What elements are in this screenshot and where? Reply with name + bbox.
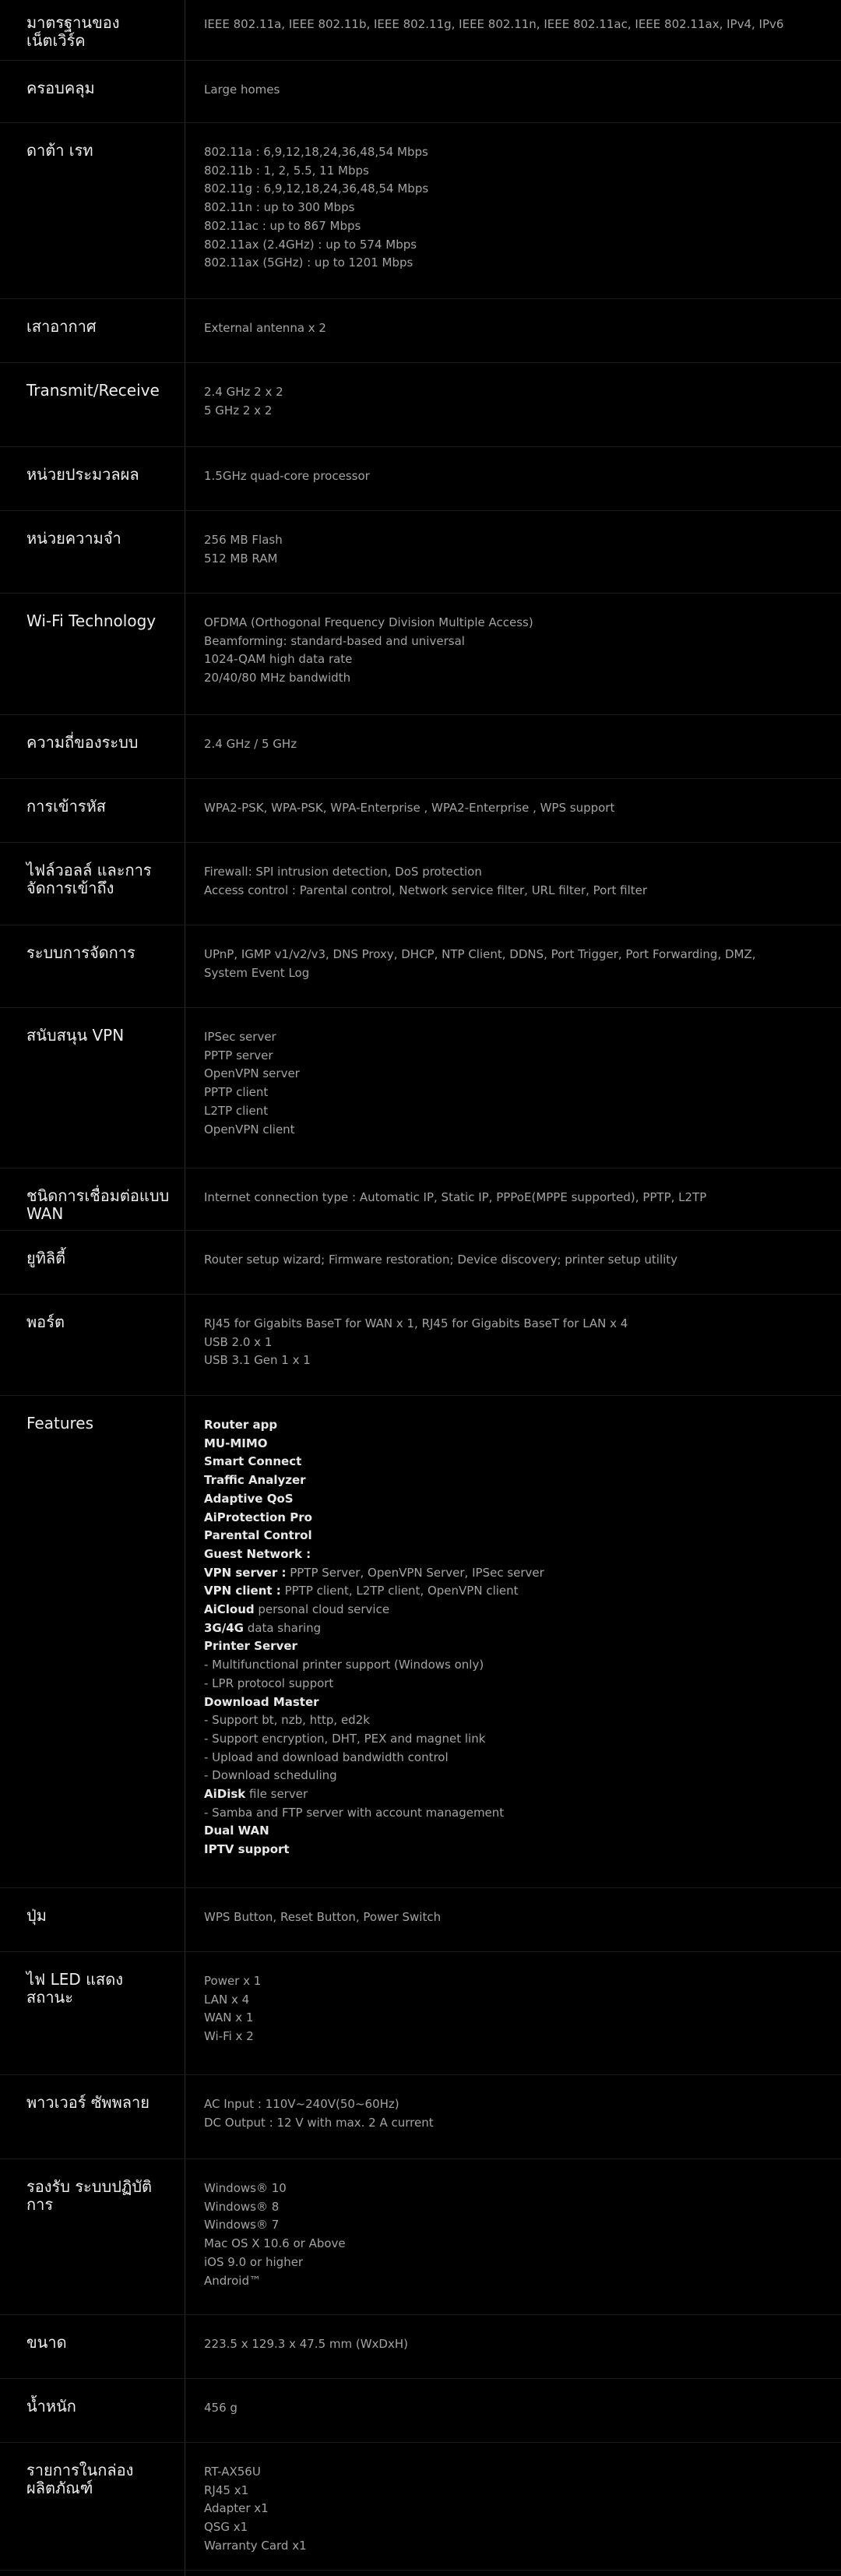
- spec-value-text: - Download scheduling: [204, 1768, 337, 1783]
- spec-value: [204, 1189, 819, 1207]
- spec-value-line: [204, 863, 819, 882]
- spec-value-line: [204, 1047, 819, 1066]
- spec-value-line: [204, 254, 819, 273]
- spec-value: [204, 1251, 819, 1270]
- spec-value-text: Windows® 8: [204, 2199, 280, 2214]
- spec-row: [0, 318, 841, 363]
- spec-value-text: 802.11a : 6,9,12,18,24,36,48,54 Mbps: [204, 145, 428, 159]
- spec-row: [0, 862, 841, 925]
- spec-row: [0, 1187, 841, 1231]
- spec-value-line: [204, 1972, 819, 1991]
- spec-label: ไฟล์วอลล์ และการจัดการเข้าถึง: [26, 861, 152, 897]
- spec-row: [0, 1907, 841, 1952]
- spec-value-line: [204, 1189, 819, 1207]
- spec-value-line: [204, 1509, 819, 1528]
- feature-name: Dual WAN: [204, 1824, 269, 1838]
- spec-value-line: [204, 217, 819, 236]
- spec-value-line: [204, 1028, 819, 1047]
- spec-label: ชนิดการเชื่อมต่อแบบ WAN: [26, 1186, 170, 1223]
- spec-value-text: 802.11n : up to 300 Mbps: [204, 200, 355, 215]
- spec-label: เสาอากาศ: [26, 317, 97, 336]
- spec-value-text: RJ45 x1: [204, 2483, 249, 2497]
- feature-name: VPN server :: [204, 1565, 287, 1580]
- spec-value-line: [204, 1601, 819, 1619]
- spec-row: [0, 1971, 841, 2075]
- spec-value: [204, 799, 819, 818]
- feature-name: Smart Connect: [204, 1454, 302, 1469]
- spec-value-line: [204, 2537, 819, 2556]
- feature-name: VPN client :: [204, 1584, 281, 1598]
- spec-label: ครอบคลุม: [26, 79, 95, 97]
- spec-value-line: [204, 946, 819, 964]
- feature-name: Adaptive QoS: [204, 1491, 294, 1506]
- spec-value-text: System Event Log: [204, 965, 310, 980]
- spec-value-text: - Samba and FTP server with account management: [204, 1805, 505, 1820]
- spec-value-text: OpenVPN server: [204, 1066, 300, 1081]
- spec-value-line: [204, 1693, 819, 1712]
- spec-value: [204, 1972, 819, 2046]
- spec-value-text: 5 GHz 2 x 2: [204, 403, 273, 418]
- spec-value-text: Large homes: [204, 83, 280, 97]
- spec-value-line: [204, 1334, 819, 1352]
- spec-value-text: 1.5GHz quad-core processor: [204, 469, 370, 483]
- spec-value-line: [204, 1804, 819, 1823]
- spec-value-line: [204, 467, 819, 486]
- spec-value: [204, 1908, 819, 1927]
- spec-value: [204, 319, 819, 338]
- spec-row: [0, 1313, 841, 1396]
- spec-value-text: Windows® 7: [204, 2218, 280, 2232]
- spec-value-line: [204, 964, 819, 983]
- spec-value-text: RT-AX56U: [204, 2465, 261, 2479]
- spec-value: [204, 383, 819, 420]
- spec-value-line: [204, 162, 819, 181]
- spec-value-text: Internet connection type : Automatic IP, Static IP, PPPoE(MPPE supported), PPTP, L2TP: [204, 1190, 707, 1204]
- spec-value-text: Router setup wizard; Firmware restoration; Device discovery; printer setup utility: [204, 1253, 678, 1267]
- spec-value-line: [204, 1065, 819, 1084]
- spec-row: [0, 2398, 841, 2443]
- spec-value-line: [204, 1121, 819, 1140]
- spec-value-text: file server: [245, 1787, 308, 1802]
- spec-label: Features: [26, 1414, 93, 1432]
- spec-value-text: LAN x 4: [204, 1992, 250, 2007]
- spec-label: พาวเวอร์ ซัพพลาย: [26, 2093, 150, 2112]
- spec-value-text: UPnP, IGMP v1/v2/v3, DNS Proxy, DHCP, NTP Client, DDNS, Port Trigger, Port Forwarding, DMZ,: [204, 947, 756, 961]
- spec-value-text: 223.5 x 129.3 x 47.5 mm (WxDxH): [204, 2337, 408, 2351]
- feature-name: 3G/4G: [204, 1620, 244, 1635]
- spec-value-line: [204, 2180, 819, 2198]
- spec-value-line: [204, 16, 819, 34]
- spec-value-text: - Support encryption, DHT, PEX and magnet link: [204, 1731, 486, 1746]
- spec-value: [204, 531, 819, 568]
- spec-value-line: [204, 1675, 819, 1693]
- spec-value-line: [204, 650, 819, 669]
- spec-value-line: [204, 1471, 819, 1490]
- spec-value-text: Access control : Parental control, Network service filter, URL filter, Port filter: [204, 883, 648, 897]
- spec-label: หน่วยประมวลผล: [26, 465, 139, 484]
- spec-value-line: [204, 550, 819, 569]
- spec-value-text: OFDMA (Orthogonal Frequency Division Multiple Access): [204, 615, 533, 629]
- spec-row: [0, 466, 841, 511]
- spec-value-line: [204, 2198, 819, 2217]
- feature-name: AiProtection Pro: [204, 1510, 312, 1524]
- spec-value: [204, 1416, 819, 1859]
- spec-value-line: [204, 2463, 819, 2482]
- spec-value-text: 456 g: [204, 2401, 238, 2415]
- spec-value-line: [204, 1749, 819, 1767]
- spec-value-line: [204, 383, 819, 402]
- spec-value-text: iOS 9.0 or higher: [204, 2254, 304, 2269]
- spec-value: [204, 16, 819, 34]
- spec-value-line: [204, 882, 819, 900]
- spec-value-line: [204, 2009, 819, 2028]
- spec-label: มาตรฐานของเน็ตเวิร์ค: [26, 13, 120, 50]
- spec-value-text: Beamforming: standard-based and universal: [204, 633, 465, 648]
- spec-value-line: [204, 1908, 819, 1927]
- spec-value: [204, 946, 819, 982]
- spec-label: ดาต้า เรท: [26, 141, 93, 160]
- spec-label: สนับสนุน VPN: [26, 1026, 125, 1045]
- spec-value-text: Android™: [204, 2273, 261, 2288]
- spec-row: [0, 142, 841, 299]
- spec-value-line: [204, 1656, 819, 1675]
- spec-value-line: [204, 2500, 819, 2518]
- spec-label: ไฟ LED แสดงสถานะ: [26, 1970, 123, 2007]
- spec-value-line: [204, 1453, 819, 1471]
- spec-value: [204, 2463, 819, 2556]
- spec-value-line: [204, 1619, 819, 1638]
- spec-value-text: USB 2.0 x 1: [204, 1334, 273, 1349]
- spec-label: ความถี่ของระบบ: [26, 733, 139, 752]
- feature-name: Parental Control: [204, 1528, 312, 1543]
- spec-row: [0, 734, 841, 779]
- spec-row: [0, 382, 841, 447]
- spec-row: [0, 798, 841, 843]
- spec-value-line: [204, 2095, 819, 2114]
- spec-value-line: [204, 1102, 819, 1121]
- spec-value-line: [204, 199, 819, 217]
- feature-name: Printer Server: [204, 1639, 297, 1654]
- spec-value-line: [204, 1315, 819, 1334]
- spec-value-text: Windows® 10: [204, 2181, 287, 2195]
- spec-label: การเข้ารหัส: [26, 797, 106, 816]
- spec-value-text: personal cloud service: [254, 1602, 390, 1617]
- spec-value: [204, 81, 819, 100]
- spec-value-text: PPTP Server, OpenVPN Server, IPSec server: [286, 1565, 544, 1580]
- spec-value-line: [204, 1564, 819, 1583]
- spec-value-line: [204, 1435, 819, 1454]
- feature-name: Download Master: [204, 1694, 319, 1709]
- spec-value-line: [204, 2216, 819, 2235]
- spec-value-text: - Support bt, nzb, http, ed2k: [204, 1713, 370, 1728]
- spec-value-text: Firewall: SPI intrusion detection, DoS protection: [204, 865, 482, 879]
- spec-value-line: [204, 1582, 819, 1601]
- spec-row: [0, 14, 841, 61]
- feature-name: MU-MIMO: [204, 1436, 268, 1450]
- spec-value-line: [204, 143, 819, 162]
- spec-value-text: 802.11b : 1, 2, 5.5, 11 Mbps: [204, 163, 369, 178]
- spec-row: [0, 1249, 841, 1295]
- spec-value-line: [204, 799, 819, 818]
- spec-value: [204, 1028, 819, 1139]
- spec-label: Transmit/Receive: [26, 381, 160, 400]
- spec-value-line: [204, 2518, 819, 2537]
- spec-value-line: [204, 1490, 819, 1509]
- spec-value-line: [204, 2028, 819, 2046]
- spec-label: ยูทิลิตี้: [26, 1249, 66, 1267]
- spec-value-line: [204, 669, 819, 688]
- spec-value-line: [204, 2114, 819, 2133]
- spec-value-text: PPTP client: [204, 1085, 269, 1100]
- feature-name: Guest Network :: [204, 1546, 311, 1561]
- spec-value: [204, 614, 819, 688]
- spec-row: [0, 530, 841, 594]
- spec-label: ระบบการจัดการ: [26, 943, 135, 962]
- feature-name: Traffic Analyzer: [204, 1473, 306, 1488]
- spec-value: [204, 2335, 819, 2354]
- spec-value-text: Warranty Card x1: [204, 2538, 307, 2553]
- spec-value-text: 20/40/80 MHz bandwidth: [204, 671, 351, 685]
- spec-value-line: [204, 2482, 819, 2500]
- spec-row: [0, 2461, 841, 2571]
- spec-value: [204, 467, 819, 486]
- spec-value-text: IPSec server: [204, 1030, 276, 1044]
- spec-value-text: 512 MB RAM: [204, 551, 278, 566]
- spec-row: [0, 2334, 841, 2379]
- spec-value-line: [204, 1545, 819, 1564]
- spec-value-text: IEEE 802.11a, IEEE 802.11b, IEEE 802.11g, IEEE 802.11n, IEEE 802.11ac, IEEE 802.11ax, IPv4, IPv6: [204, 17, 784, 31]
- spec-value-line: [204, 1251, 819, 1270]
- spec-value-line: [204, 1767, 819, 1785]
- spec-value: [204, 863, 819, 900]
- spec-value-line: [204, 1841, 819, 1859]
- spec-value-text: - Multifunctional printer support (Windows only): [204, 1658, 484, 1672]
- spec-row: [0, 79, 841, 123]
- spec-value: [204, 2180, 819, 2290]
- spec-row: [0, 2094, 841, 2159]
- spec-value-line: [204, 1416, 819, 1435]
- spec-value-line: [204, 1637, 819, 1656]
- spec-label: ปุ่ม: [26, 1906, 47, 1925]
- spec-value-line: [204, 1351, 819, 1370]
- spec-value-text: 2.4 GHz 2 x 2: [204, 385, 283, 399]
- feature-name: AiCloud: [204, 1602, 255, 1617]
- spec-value-line: [204, 1711, 819, 1730]
- spec-value-line: [204, 319, 819, 338]
- spec-value-text: L2TP client: [204, 1103, 269, 1118]
- spec-value-text: data sharing: [243, 1620, 322, 1635]
- spec-value-line: [204, 402, 819, 421]
- spec-value-text: External antenna x 2: [204, 321, 326, 335]
- spec-value-text: PPTP server: [204, 1048, 273, 1062]
- spec-label: Wi-Fi Technology: [26, 611, 157, 630]
- spec-value-text: USB 3.1 Gen 1 x 1: [204, 1353, 311, 1368]
- spec-value-text: 1024-QAM high data rate: [204, 652, 353, 667]
- spec-value-text: 256 MB Flash: [204, 533, 283, 547]
- spec-value: [204, 143, 819, 273]
- feature-name: IPTV support: [204, 1842, 290, 1857]
- spec-value-line: [204, 1785, 819, 1804]
- spec-value-line: [204, 2254, 819, 2272]
- spec-value-text: RJ45 for Gigabits BaseT for WAN x 1, RJ45 for Gigabits BaseT for LAN x 4: [204, 1316, 628, 1330]
- spec-value-text: 802.11g : 6,9,12,18,24,36,48,54 Mbps: [204, 181, 429, 196]
- spec-value-line: [204, 81, 819, 100]
- spec-value-text: Wi-Fi x 2: [204, 2029, 254, 2044]
- spec-row: [0, 1415, 841, 1888]
- spec-value-text: DC Output : 12 V with max. 2 A current: [204, 2115, 434, 2130]
- spec-value-line: [204, 735, 819, 754]
- spec-label: รองรับ ระบบปฏิบัติการ: [26, 2177, 152, 2214]
- spec-value-text: WAN x 1: [204, 2010, 254, 2025]
- spec-value-line: [204, 1527, 819, 1545]
- spec-value-text: QSG x1: [204, 2520, 248, 2535]
- spec-value-line: [204, 2335, 819, 2354]
- spec-value-text: WPA2-PSK, WPA-PSK, WPA-Enterprise , WPA2-Enterprise , WPS support: [204, 801, 615, 815]
- spec-label: พอร์ต: [26, 1313, 65, 1331]
- spec-row: [0, 1027, 841, 1168]
- spec-value-line: [204, 2272, 819, 2291]
- spec-value: [204, 2095, 819, 2132]
- spec-row: [0, 612, 841, 715]
- spec-value-text: 2.4 GHz / 5 GHz: [204, 737, 297, 751]
- spec-label: รายการในกล่องผลิตภัณฑ์: [26, 2461, 134, 2497]
- spec-value-line: [204, 1991, 819, 2010]
- spec-value-text: 802.11ax (2.4GHz) : up to 574 Mbps: [204, 237, 417, 252]
- feature-name: AiDisk: [204, 1787, 246, 1802]
- spec-row: [0, 2178, 841, 2315]
- spec-label: ขนาด: [26, 2333, 67, 2352]
- spec-value-line: [204, 1730, 819, 1749]
- spec-value-line: [204, 614, 819, 633]
- spec-value-text: Mac OS X 10.6 or Above: [204, 2236, 346, 2251]
- spec-label: น้ำหนัก: [26, 2397, 76, 2416]
- spec-row: [0, 944, 841, 1008]
- spec-value-line: [204, 2399, 819, 2418]
- spec-value-text: Power x 1: [204, 1974, 262, 1988]
- spec-value-line: [204, 633, 819, 651]
- spec-value-line: [204, 180, 819, 199]
- spec-value-line: [204, 2235, 819, 2254]
- spec-value-text: Adapter x1: [204, 2501, 269, 2516]
- spec-value-text: OpenVPN client: [204, 1122, 295, 1136]
- spec-value-line: [204, 1822, 819, 1841]
- spec-value: [204, 1315, 819, 1370]
- feature-name: Router app: [204, 1418, 278, 1432]
- spec-value-line: [204, 236, 819, 255]
- spec-value: [204, 735, 819, 754]
- spec-value-text: WPS Button, Reset Button, Power Switch: [204, 1910, 442, 1924]
- spec-value-line: [204, 531, 819, 550]
- spec-label: หน่วยความจำ: [26, 529, 121, 548]
- spec-value-text: - LPR protocol support: [204, 1676, 334, 1690]
- spec-value-text: 802.11ax (5GHz) : up to 1201 Mbps: [204, 255, 413, 270]
- spec-value-line: [204, 1084, 819, 1102]
- spec-value-text: 802.11ac : up to 867 Mbps: [204, 218, 361, 233]
- spec-value-text: - Upload and download bandwidth control: [204, 1750, 449, 1764]
- spec-value-text: PPTP client, L2TP client, OpenVPN client: [280, 1584, 519, 1598]
- spec-value: [204, 2399, 819, 2418]
- spec-value-text: AC Input : 110V~240V(50~60Hz): [204, 2097, 399, 2111]
